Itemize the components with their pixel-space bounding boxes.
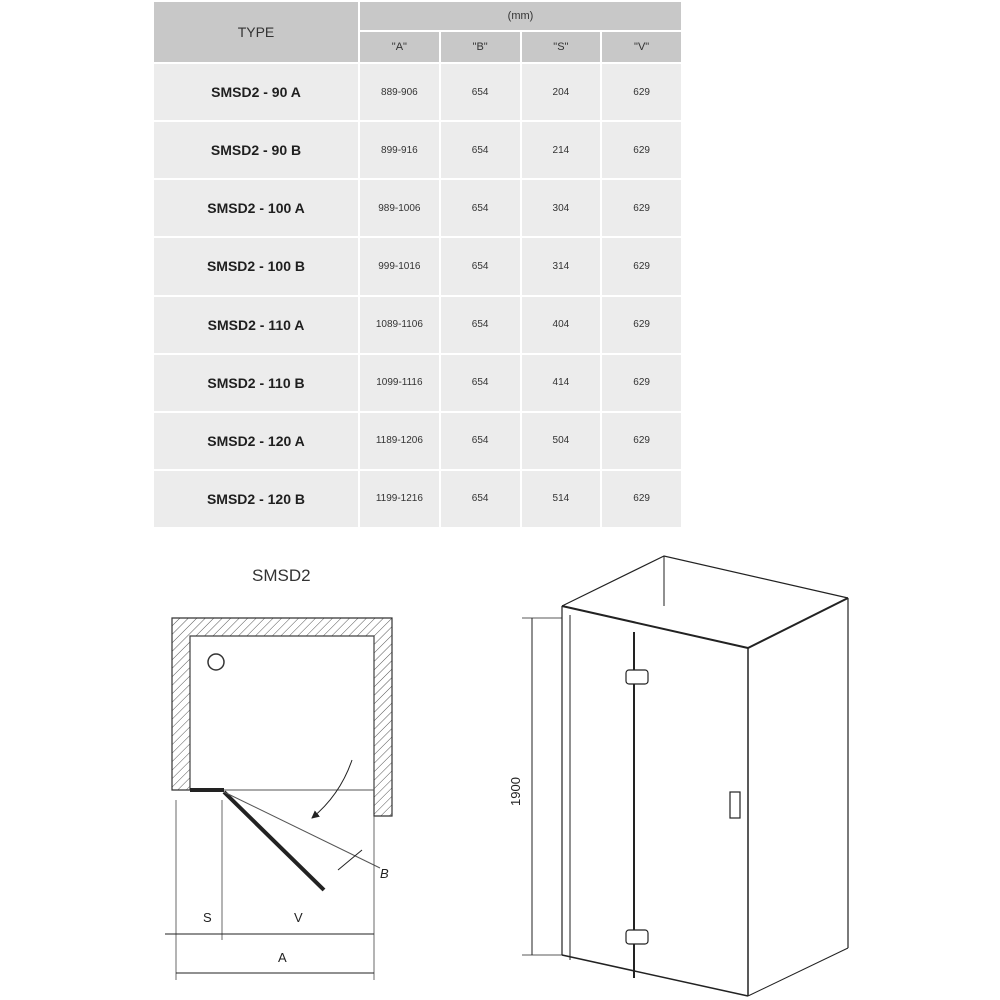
type-column-header: TYPE [153, 1, 359, 63]
top-frame-side [748, 598, 848, 648]
value-v-cell: 629 [601, 63, 682, 121]
value-v-cell: 629 [601, 179, 682, 237]
value-a-cell: 1199-1216 [359, 470, 440, 528]
value-s-cell: 304 [521, 179, 602, 237]
value-b-cell: 654 [440, 179, 521, 237]
plan-view [165, 618, 392, 980]
value-a-cell: 1099-1116 [359, 354, 440, 412]
plan-title: SMSD2 [252, 566, 311, 585]
value-b-cell: 654 [440, 63, 521, 121]
value-a-cell: 1089-1106 [359, 296, 440, 354]
value-v-cell: 629 [601, 412, 682, 470]
bottom-edge [562, 955, 748, 996]
value-b-cell: 654 [440, 121, 521, 179]
value-s-cell: 514 [521, 470, 602, 528]
type-cell: SMSD2 - 110 B [153, 354, 359, 412]
type-cell: SMSD2 - 110 A [153, 296, 359, 354]
value-b-cell: 654 [440, 354, 521, 412]
column-header-b: "B" [440, 31, 521, 63]
value-s-cell: 204 [521, 63, 602, 121]
type-cell: SMSD2 - 100 B [153, 237, 359, 295]
value-v-cell: 629 [601, 470, 682, 528]
value-b-cell: 654 [440, 412, 521, 470]
back-wall-outline [562, 556, 848, 606]
hatched-wall [172, 618, 392, 816]
type-cell: SMSD2 - 120 A [153, 412, 359, 470]
open-door-panel [224, 792, 324, 890]
bottom-edge-side [748, 948, 848, 996]
height-label: 1900 [508, 777, 523, 806]
value-s-cell: 504 [521, 412, 602, 470]
type-cell: SMSD2 - 90 B [153, 121, 359, 179]
label-a: A [278, 950, 287, 965]
value-s-cell: 214 [521, 121, 602, 179]
value-s-cell: 314 [521, 237, 602, 295]
elevation-view [522, 556, 848, 996]
value-a-cell: 999-1016 [359, 237, 440, 295]
unit-header: (mm) [359, 1, 682, 31]
type-cell: SMSD2 - 100 A [153, 179, 359, 237]
door-swing-line [224, 792, 380, 868]
value-a-cell: 899-916 [359, 121, 440, 179]
column-header-v: "V" [601, 31, 682, 63]
value-a-cell: 989-1006 [359, 179, 440, 237]
value-v-cell: 629 [601, 354, 682, 412]
value-v-cell: 629 [601, 121, 682, 179]
value-a-cell: 889-906 [359, 63, 440, 121]
value-b-cell: 654 [440, 296, 521, 354]
label-v: V [294, 910, 303, 925]
drain-icon [208, 654, 224, 670]
type-cell: SMSD2 - 120 B [153, 470, 359, 528]
column-header-a: "A" [359, 31, 440, 63]
value-v-cell: 629 [601, 296, 682, 354]
upper-hinge-icon [626, 670, 648, 684]
value-s-cell: 404 [521, 296, 602, 354]
label-s: S [203, 910, 212, 925]
lower-hinge-icon [626, 930, 648, 944]
type-cell: SMSD2 - 90 A [153, 63, 359, 121]
column-header-s: "S" [521, 31, 602, 63]
top-frame-front [562, 606, 748, 648]
label-b: B [380, 866, 389, 881]
value-a-cell: 1189-1206 [359, 412, 440, 470]
door-handle-icon [730, 792, 740, 818]
value-b-cell: 654 [440, 470, 521, 528]
value-s-cell: 414 [521, 354, 602, 412]
value-v-cell: 629 [601, 237, 682, 295]
swing-arrow-icon [312, 760, 352, 818]
value-b-cell: 654 [440, 237, 521, 295]
